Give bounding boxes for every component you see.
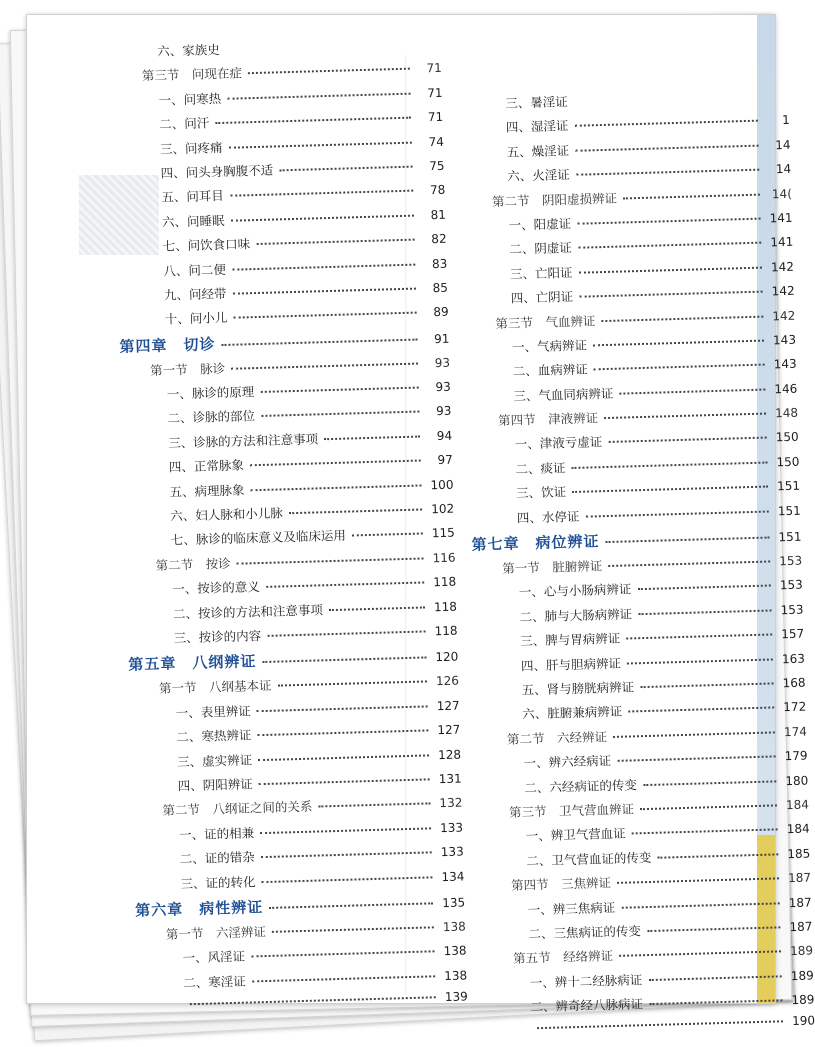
toc-entry-title: 第五章 八纲辨证 [128, 652, 257, 675]
toc-entry-title: 一、阳虚证 [508, 215, 572, 233]
toc-page-number: 172 [783, 699, 807, 715]
toc-entry-title: 六、脏腑兼病辨证 [522, 704, 623, 722]
toc-entry-title: 三、饮证 [515, 484, 567, 501]
toc-entry-title: 三、气血同病辨证 [513, 385, 614, 404]
toc-page-number: 93 [434, 355, 451, 370]
dot-leader [579, 290, 762, 298]
toc-page-number: 126 [435, 673, 460, 689]
toc-entry-title: 二、寒淫证 [183, 973, 246, 991]
dot-leader [628, 706, 774, 713]
toc-entry-title: 三、问疼痛 [159, 139, 223, 157]
toc-entry-title: 二、辨奇经八脉病证 [530, 996, 644, 1015]
dot-leader [261, 875, 432, 883]
dot-leader [256, 238, 415, 245]
dot-leader [571, 460, 767, 468]
dot-leader [233, 311, 416, 319]
toc-page-number: 184 [786, 821, 810, 837]
dot-leader [623, 192, 760, 199]
dot-leader [637, 584, 771, 591]
toc-entry-title: 第三节 问现在症 [141, 65, 243, 84]
toc-page-number: 75 [429, 158, 445, 174]
toc-page-number: 1 [781, 113, 791, 128]
book-page [26, 14, 815, 1029]
dot-leader [577, 217, 760, 225]
toc-page-number: 14( [771, 186, 793, 201]
dot-leader [260, 826, 431, 834]
toc-page-number: 142 [770, 259, 795, 275]
toc-entry-title: 二、肺与大肠病辨证 [519, 606, 633, 625]
toc-entry-title: 一、证的相兼 [178, 825, 255, 843]
dot-leader [537, 1020, 783, 1030]
toc-page-number: 151 [776, 478, 801, 494]
toc-entry-title: 第六章 病性辨证 [134, 897, 264, 920]
toc-page-number: 139 [444, 989, 468, 1005]
toc-entry-title: 四、阴阳辨证 [177, 776, 253, 794]
dot-leader [289, 508, 423, 515]
toc-entry-title: 一、心与小肠病辨证 [518, 581, 632, 600]
toc-entry-title: 九、问经带 [163, 285, 227, 303]
dot-leader [318, 802, 430, 808]
dot-leader [230, 189, 413, 197]
toc-entry-title: 三、暑淫证 [505, 93, 568, 111]
toc-page-number: 150 [775, 430, 799, 445]
toc-page-number: 128 [437, 747, 462, 762]
toc-entry-title: 第三节 卫气营血辨证 [508, 801, 635, 820]
dot-leader [617, 755, 776, 762]
toc-entry-title: 二、三焦病证的传变 [528, 923, 642, 942]
dot-leader [619, 950, 781, 958]
dot-leader [621, 901, 780, 908]
toc-page-number: 163 [781, 651, 806, 666]
toc-page-number: 74 [428, 134, 445, 149]
dot-leader [277, 680, 427, 687]
toc-page-number: 81 [430, 207, 447, 222]
toc-entry-title: 第四节 津液辨证 [497, 410, 599, 429]
toc-entry-title: 二、阴虚证 [509, 240, 573, 257]
dot-leader [578, 265, 761, 273]
dot-leader [257, 729, 428, 737]
toc-page-number: 153 [780, 602, 804, 618]
toc-page-number: 180 [785, 773, 809, 788]
dot-leader [261, 410, 420, 417]
toc-page-number: 83 [431, 256, 448, 271]
dot-leader [640, 681, 774, 688]
toc-entry-title: 第七章 病位辨证 [471, 532, 600, 554]
toc-entry-title: 一、表里辨证 [175, 703, 251, 721]
dot-leader [269, 901, 433, 909]
toc-page-number: 153 [779, 553, 803, 569]
toc-page-number: 151 [778, 529, 802, 545]
toc-left-column [111, 34, 468, 1023]
dot-leader [250, 483, 421, 491]
toc-page-number: 138 [444, 968, 468, 983]
dot-leader [251, 950, 434, 958]
dot-leader [574, 119, 757, 127]
dot-leader [221, 337, 417, 345]
toc-entry-title: 一、津液亏虚证 [514, 434, 603, 453]
toc-entry-title: 四、湿淫证 [505, 118, 569, 136]
toc-entry-title: 三、证的转化 [180, 873, 256, 891]
toc-entry-title: 一、辨三焦病证 [527, 899, 616, 917]
dot-leader [230, 213, 413, 221]
toc-entry-title: 四、正常脉象 [168, 457, 245, 475]
toc-page-number: 190 [791, 1013, 815, 1029]
toc-page-number: 89 [433, 304, 449, 320]
toc-page-number: 14 [775, 161, 792, 177]
toc-entry-title: 第五节 经络辨证 [512, 948, 614, 967]
toc-page-number: 14 [775, 137, 791, 152]
toc-page-number: 168 [782, 675, 806, 691]
dot-leader [233, 286, 416, 294]
toc-page-number: 157 [781, 626, 805, 642]
dot-leader [259, 777, 430, 785]
dot-leader [648, 974, 782, 981]
toc-right-column [459, 86, 815, 1047]
dot-leader [640, 803, 777, 810]
toc-page-number: 93 [435, 379, 451, 395]
dot-leader [632, 828, 778, 835]
toc-page-number: 93 [435, 404, 452, 419]
toc-entry-title: 第一节 八纲基本证 [158, 678, 272, 697]
toc-entry-title: 五、肾与膀胱病辨证 [521, 679, 635, 698]
dot-leader [261, 850, 432, 858]
toc-entry-title: 六、家族史 [157, 41, 220, 59]
dot-leader [619, 387, 765, 394]
toc-page-number: 142 [772, 308, 796, 323]
toc-page-number: 82 [431, 231, 447, 247]
dot-leader [262, 656, 426, 664]
dot-leader [649, 998, 783, 1005]
toc-page-number: 141 [770, 235, 794, 250]
toc-page-number [568, 105, 594, 106]
toc-entry-title: 六、火淫证 [507, 167, 570, 184]
toc-page-number: 142 [771, 283, 795, 299]
toc-entry-title: 七、问饮食口味 [162, 236, 251, 254]
dot-leader [272, 925, 434, 933]
dot-leader [352, 532, 423, 537]
dot-leader [231, 361, 418, 369]
dot-leader [250, 459, 421, 467]
dot-leader [626, 633, 772, 640]
dot-leader [638, 608, 772, 615]
dot-leader [576, 168, 759, 176]
dot-leader [267, 629, 426, 636]
dot-leader [585, 509, 768, 517]
dot-leader [248, 67, 410, 75]
toc-entry-title: 六、妇人脉和小儿脉 [170, 505, 283, 524]
dot-leader [215, 116, 411, 124]
dot-leader [228, 140, 411, 148]
dot-leader [643, 779, 777, 786]
toc-page-number: 133 [440, 844, 464, 860]
toc-page-number: 189 [789, 943, 814, 959]
dot-leader [279, 165, 413, 172]
toc-entry-title: 二、证的错杂 [179, 849, 256, 867]
toc-entry-title: 七、脉诊的临床意义及临床运用 [170, 528, 347, 548]
toc-page-number: 102 [431, 501, 455, 517]
toc-page-number: 94 [436, 428, 453, 443]
dot-leader [578, 241, 761, 249]
dot-leader [227, 91, 410, 99]
toc-page-number: 71 [427, 85, 443, 100]
dot-leader [190, 995, 436, 1005]
toc-entry-title: 第一节 脉诊 [149, 360, 226, 378]
dot-leader [260, 386, 419, 393]
toc-entry-title: 第二节 阴阳虚损辨证 [491, 190, 618, 209]
toc-entry-title: 一、辨卫气营血证 [525, 825, 626, 844]
toc-page-number [220, 53, 246, 54]
toc-page-number: 100 [430, 477, 454, 492]
toc-entry-title: 一、辨十二经脉病证 [529, 971, 643, 991]
dot-leader [252, 974, 435, 982]
toc-page-number: 131 [438, 771, 462, 787]
toc-entry-title: 四、亡阴证 [510, 289, 574, 306]
dot-leader [324, 434, 420, 440]
toc-page-number: 141 [769, 210, 793, 226]
toc-entry-title: 六、问睡眠 [161, 212, 225, 230]
toc-page-number: 127 [436, 698, 460, 713]
toc-entry-title: 二、卫气营血证的传变 [526, 849, 652, 869]
toc-page-number: 97 [437, 452, 453, 468]
toc-page-number: 151 [777, 503, 801, 518]
toc-page-number: 71 [427, 109, 444, 125]
dot-leader [257, 704, 428, 712]
toc-page-number: 143 [773, 356, 797, 372]
toc-entry-title: 一、按诊的意义 [172, 579, 260, 597]
toc-entry-title: 第四章 切诊 [119, 334, 216, 356]
toc-entry-title: 二、六经病证的传变 [524, 776, 638, 795]
toc-page-number: 187 [787, 870, 812, 886]
toc-page-number: 127 [437, 722, 461, 738]
toc-page-number: 116 [432, 550, 456, 566]
dot-leader [608, 560, 770, 568]
toc-entry-title: 三、亡阳证 [509, 264, 573, 282]
dot-leader [604, 412, 766, 420]
toc-page-number: 179 [784, 748, 808, 764]
toc-page-number: 138 [443, 943, 467, 959]
toc-entry-title: 一、风淫证 [182, 948, 246, 966]
dot-leader [232, 262, 415, 270]
toc-page-number: 174 [783, 724, 808, 739]
dot-leader [647, 925, 781, 932]
toc-page-number: 184 [785, 797, 810, 813]
toc-page-number: 134 [441, 868, 465, 884]
toc-entry-title: 第三节 气血辨证 [495, 312, 596, 331]
dot-leader [608, 436, 767, 443]
toc-entry-title: 十、问小儿 [164, 310, 228, 327]
toc-page-number: 148 [774, 405, 799, 421]
toc-page-number: 118 [433, 574, 457, 590]
dot-leader [237, 556, 424, 564]
toc-page-number: 143 [772, 332, 797, 348]
toc-entry-title: 一、问寒热 [158, 90, 222, 108]
toc-page-number: 120 [435, 649, 459, 665]
toc-page-number: 189 [791, 992, 815, 1008]
dot-leader [575, 143, 758, 151]
toc-entry-title: 五、问耳目 [161, 188, 225, 205]
dot-leader [606, 536, 770, 544]
toc-entry-title: 三、脾与胃病辨证 [520, 630, 621, 649]
toc-entry-title: 二、痰证 [515, 460, 566, 477]
dot-leader [617, 876, 779, 884]
toc-entry-title: 四、肝与胆病辨证 [520, 655, 622, 674]
toc-page-number: 91 [433, 331, 450, 346]
dot-leader [613, 730, 775, 738]
toc-page-number: 187 [789, 919, 813, 934]
toc-entry-title: 二、按诊的方法和注意事项 [172, 601, 324, 622]
toc-page-number: 71 [426, 61, 443, 76]
dot-leader [266, 581, 425, 588]
toc-entry-title: 第二节 八纲证之间的关系 [162, 799, 313, 819]
toc-entry-title: 二、寒热辨证 [176, 727, 252, 745]
toc-page-number: 132 [439, 795, 463, 811]
dot-leader [627, 657, 773, 664]
dot-leader [594, 363, 765, 371]
toc-page-number: 187 [788, 894, 812, 910]
toc-entry-title: 五、燥淫证 [506, 142, 570, 160]
toc-entry-title: 三、诊脉的方法和注意事项 [167, 431, 319, 451]
toc-page-number: 118 [433, 599, 458, 614]
toc-entry-title: 第四节 三焦辨证 [510, 875, 612, 893]
toc-entry-title: 三、按诊的内容 [173, 628, 262, 646]
toc-page-number: 150 [776, 454, 800, 470]
toc-page-number: 185 [787, 846, 811, 861]
toc-page-number: 85 [432, 280, 449, 296]
toc-entry-title: 四、问头身胸腹不适 [160, 162, 274, 181]
dot-leader [329, 605, 425, 611]
toc-entry-title: 一、辨六经病证 [523, 753, 612, 771]
toc-page-number: 138 [442, 919, 466, 934]
toc-entry-title: 五、病理脉象 [169, 482, 245, 500]
toc-page-number: 133 [439, 820, 464, 835]
toc-entry-title: 二、血病辨证 [512, 361, 588, 379]
toc-page-number: 115 [431, 526, 456, 541]
toc-page-number: 135 [442, 895, 466, 910]
toc-entry-title: 第一节 六淫辨证 [165, 923, 267, 942]
toc-page-number: 78 [429, 183, 446, 198]
dot-leader [593, 338, 764, 346]
toc-entry-title: 二、诊脉的部位 [167, 408, 256, 427]
toc-entry-title: 一、脉诊的原理 [166, 384, 255, 402]
toc-entry-title: 第二节 六经辨证 [506, 728, 608, 747]
toc-entry-title: 一、气病辨证 [511, 337, 588, 355]
dot-leader [657, 852, 778, 858]
toc-page-number: 189 [790, 968, 814, 983]
toc-entry-title: 四、水停证 [516, 508, 580, 526]
toc-entry-title: 第二节 按诊 [155, 555, 231, 573]
toc-entry-title: 三、虚实辨证 [176, 751, 253, 769]
dot-leader [572, 485, 768, 493]
dot-leader [258, 753, 429, 761]
toc-page-number: 146 [774, 381, 798, 396]
toc-entry-title: 第一节 脏腑辨证 [502, 558, 603, 577]
toc-entry-title: 二、问汗 [159, 115, 210, 132]
toc-page-number: 153 [779, 578, 804, 593]
toc-page-number: 118 [434, 623, 458, 639]
toc-entry-title: 八、问二便 [163, 261, 227, 279]
dot-leader [601, 314, 763, 322]
